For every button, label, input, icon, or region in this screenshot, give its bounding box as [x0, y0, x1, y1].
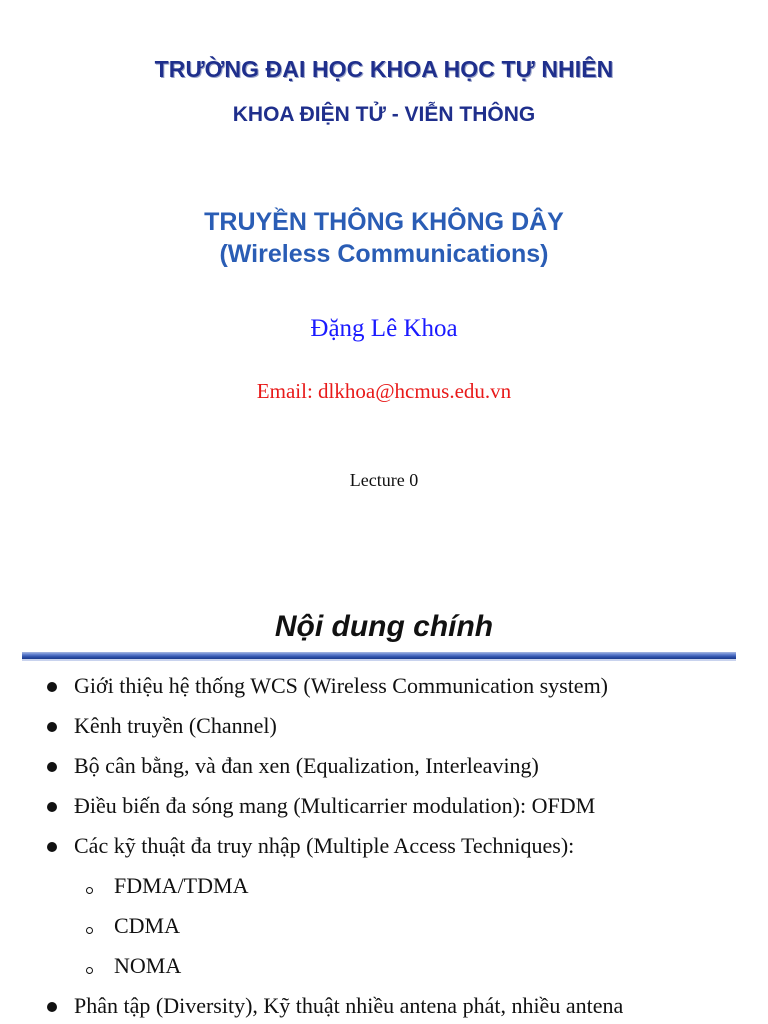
list-item-text: Phân tập (Diversity), Kỹ thuật nhiều antena phát, nhiều antena	[74, 993, 624, 1018]
list-item	[0, 788, 768, 828]
contents-slide	[0, 560, 768, 1024]
list-item-text: Điều biến đa sóng mang (Multicarrier modulation): OFDM	[74, 793, 596, 818]
list-item-text: Bộ cân bằng, và đan xen (Equalization, Interleaving)	[74, 753, 539, 778]
list-item	[0, 708, 768, 748]
lecture-number: Lecture 0	[349, 470, 419, 490]
course-title-vietnamese: TRUYỀN THÔNG KHÔNG DÂY	[204, 208, 564, 236]
title-divider-highlight	[22, 659, 736, 661]
faculty-name: KHOA ĐIỆN TỬ - VIỄN THÔNG	[232, 103, 536, 126]
bullet-circle-icon	[86, 887, 93, 894]
sub-list-item	[0, 868, 768, 908]
list-item-text: FDMA/TDMA	[114, 873, 249, 898]
list-item	[0, 988, 768, 1024]
list-item-text: NOMA	[114, 953, 182, 978]
author-email: Email: dlkhoa@hcmus.edu.vn	[256, 379, 512, 403]
bullet-circle-icon	[86, 967, 93, 974]
list-item-text: Kênh truyền (Channel)	[74, 713, 277, 738]
bullet-circle-icon	[86, 927, 93, 934]
list-item	[0, 668, 768, 708]
author-name: Đặng Lê Khoa	[310, 315, 458, 342]
list-item-text: CDMA	[114, 913, 181, 938]
contents-list	[0, 668, 768, 1024]
bullet-dot-icon	[47, 1002, 57, 1012]
list-item-text: Giới thiệu hệ thống WCS (Wireless Communication system)	[74, 673, 609, 698]
course-title-english: (Wireless Communications)	[219, 240, 549, 268]
bullet-dot-icon	[47, 762, 57, 772]
title-divider	[22, 652, 736, 659]
slide-title: Nội dung chính	[274, 610, 494, 643]
bullet-dot-icon	[47, 682, 57, 692]
bullet-dot-icon	[47, 802, 57, 812]
bullet-dot-icon	[47, 722, 57, 732]
list-item-text: Các kỹ thuật đa truy nhập (Multiple Access Techniques):	[74, 833, 575, 858]
sub-list-item	[0, 908, 768, 948]
university-name: TRƯỜNG ĐẠI HỌC KHOA HỌC TỰ NHIÊN	[154, 56, 614, 82]
bullet-dot-icon	[47, 842, 57, 852]
list-item	[0, 748, 768, 788]
list-item	[0, 828, 768, 868]
sub-list-item	[0, 948, 768, 988]
